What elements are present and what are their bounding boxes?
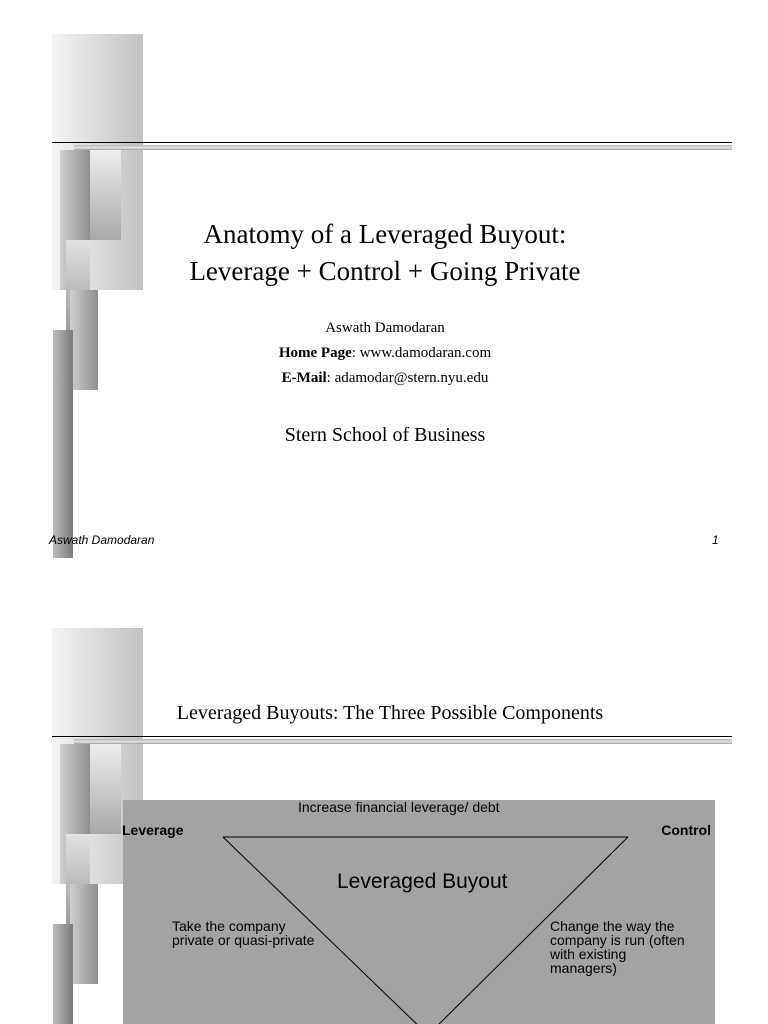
email-label: E-Mail [281, 370, 327, 386]
header-rule [52, 142, 732, 143]
decor-bar [70, 290, 98, 390]
leverage-corner-label: Leverage [122, 822, 184, 838]
footer-author: Aswath Damodaran [49, 533, 155, 547]
author-block [180, 316, 590, 391]
header-rule [52, 736, 732, 737]
school-name: Stern School of Business [284, 424, 486, 446]
control-corner-label: Control [661, 822, 711, 838]
title-line-1: Anatomy of a Leveraged Buyout: [203, 219, 567, 249]
lbo-diagram [123, 800, 715, 1024]
header-rule-shadow [74, 739, 732, 744]
decor-bar [53, 330, 73, 558]
homepage-label: Home Page [278, 345, 352, 361]
slide-2 [0, 596, 768, 1024]
top-edge-label: Increase financial leverage/ debt [298, 799, 500, 815]
decor-bar [53, 924, 73, 1024]
center-label: Leveraged Buyout [337, 870, 508, 893]
slide-title [140, 216, 630, 290]
homepage-value[interactable]: : www.damodaran.com [351, 345, 492, 361]
left-edge-label: Take the company private or quasi-private [172, 918, 315, 948]
email-line [180, 366, 590, 391]
right-edge-label: Change the way the company is run (often with existing managers) [550, 918, 685, 976]
header-rule-shadow [74, 145, 732, 150]
homepage-line [180, 341, 590, 366]
email-value[interactable]: : adamodar@stern.nyu.edu [326, 370, 489, 386]
decor-bar [70, 884, 98, 984]
triangle-graphic [123, 800, 715, 1024]
title-line-2: Leverage + Control + Going Private [189, 256, 581, 286]
page-number: 1 [712, 533, 719, 547]
author-name: Aswath Damodaran [325, 320, 445, 336]
slide-title: Leveraged Buyouts: The Three Possible Components [176, 702, 604, 724]
